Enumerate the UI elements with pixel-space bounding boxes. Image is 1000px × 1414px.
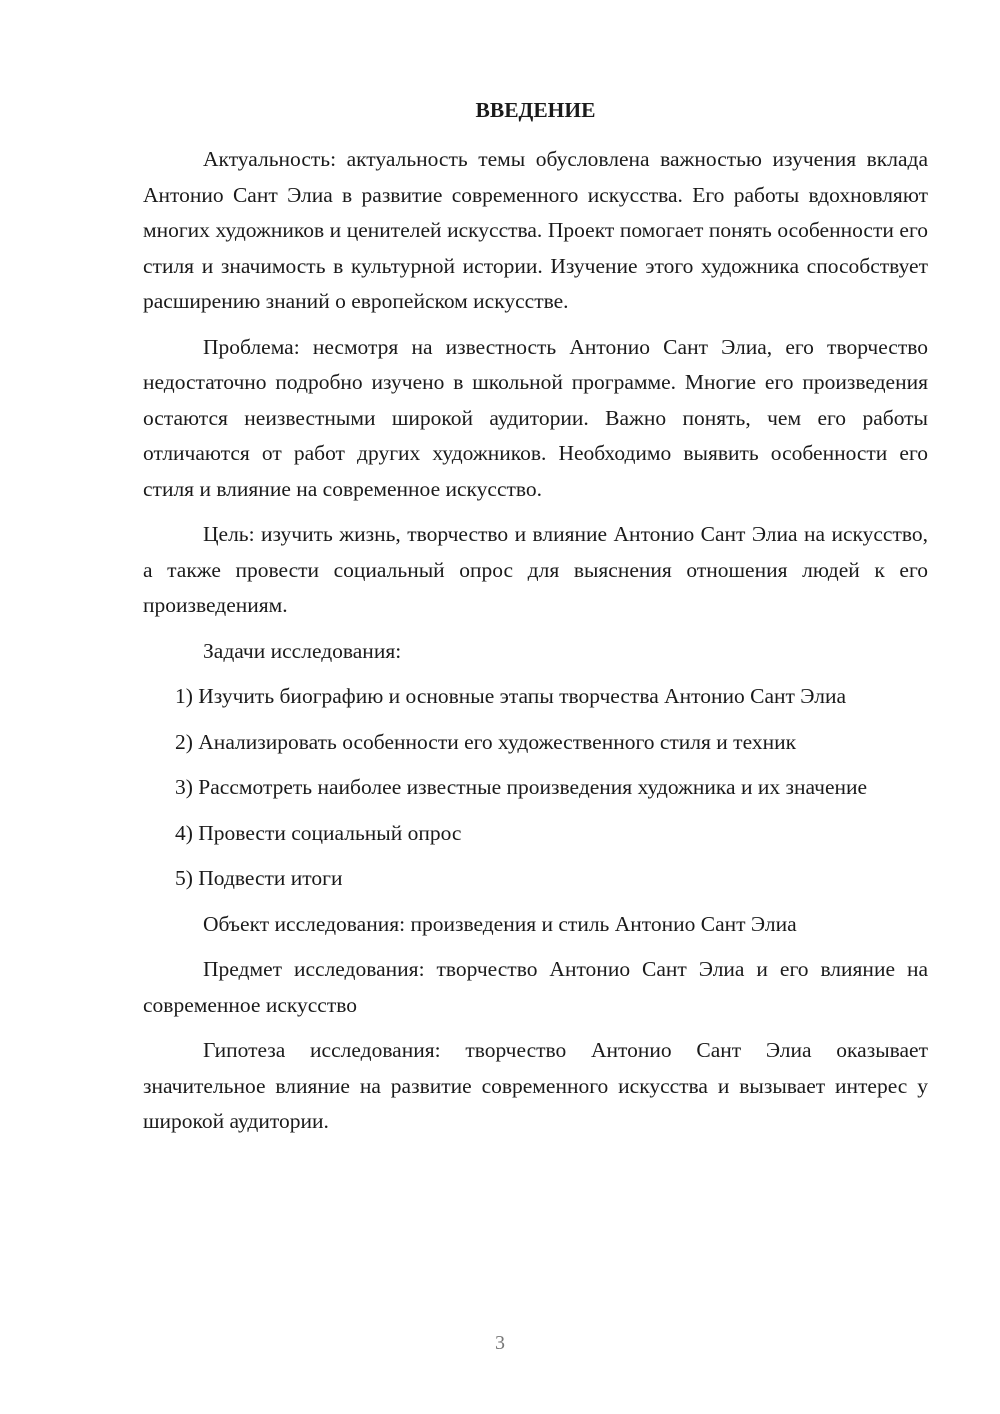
document-page xyxy=(143,90,928,1150)
task-item: 1) Изучить биографию и основные этапы творчества Антонио Сант Элиа xyxy=(175,684,846,708)
tasks-heading: Задачи исследования: xyxy=(203,638,402,663)
problem-paragraph: Проблема: несмотря на известность Антонио Сант Элиа, его творчество недостаточно подробно изучено в школьной программе. Многие его произведения остаются неизвестными широкой аудитории. Важно понять, чем его работы отличаются от работ других художников. Необходимо выявить особенности его стиля и влияние на современное искусство. xyxy=(143,334,928,501)
object-paragraph: Объект исследования: произведения и стиль Антонио Сант Элиа xyxy=(203,911,797,936)
section-title: ВВЕДЕНИЕ xyxy=(475,98,596,122)
goal-paragraph: Цель: изучить жизнь, творчество и влияние Антонио Сант Элиа на искусство, а также провести социальный опрос для выяснения отношения людей к его произведениям. xyxy=(143,522,928,617)
task-item: 5) Подвести итоги xyxy=(175,866,343,890)
task-item: 3) Рассмотреть наиболее известные произведения художника и их значение xyxy=(175,775,868,799)
hypothesis-paragraph: Гипотеза исследования: творчество Антонио Сант Элиа оказывает значительное влияние на развитие современного искусства и вызывает интерес у широкой аудитории. xyxy=(143,1038,928,1133)
task-item: 2) Анализировать особенности его художественного стиля и техник xyxy=(175,729,797,754)
page-number: 3 xyxy=(495,1332,505,1354)
subject-paragraph: Предмет исследования: творчество Антонио Сант Элиа и его влияние на современное искусство xyxy=(143,957,928,1017)
task-item: 4) Провести социальный опрос xyxy=(175,820,462,845)
relevance-paragraph: Актуальность: актуальность темы обусловлена важностью изучения вклада Антонио Сант Элиа в развитие современного искусства. Его работы вдохновляют многих художников и ценителей искусства. Проект помогает понять особенности его стиля и значимость в культурной истории. Изучение этого художника способствует расширению знаний о европейском искусстве. xyxy=(143,147,928,313)
